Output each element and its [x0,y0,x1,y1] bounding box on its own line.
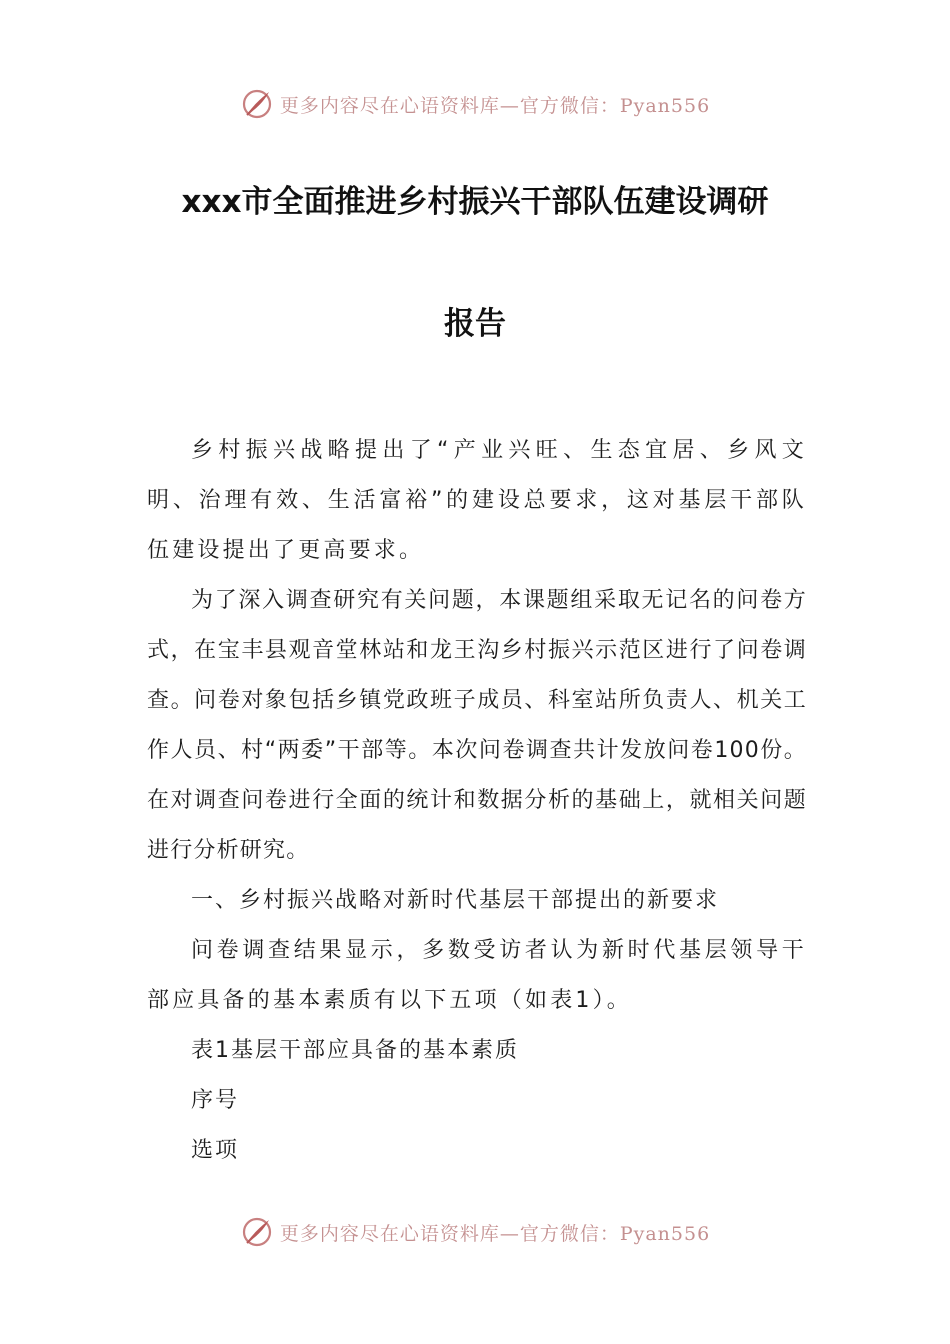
watermark-text: 更多内容尽在心语资料库—官方微信：Pyan556 [279,1222,711,1245]
paragraph-intro: 乡村振兴战略提出了“产业兴旺、生态宜居、乡风文明、治理有效、生活富裕”的建设总要求，这对基层干部队伍建设提出了更高要求。 [147,438,807,563]
quill-logo-icon [240,87,274,121]
table-header-option: 选项 [191,1138,240,1163]
section-heading-1: 一、乡村振兴战略对新时代基层干部提出的新要求 [191,888,720,913]
document-body [147,426,807,1176]
document-title-line2: 报告 [444,306,506,342]
paragraph-survey: 为了深入调查研究有关问题，本课题组采取无记名的问卷方式，在宝丰县观音堂林站和龙王沟乡村振兴示范区进行了问卷调查。问卷对象包括乡镇党政班子成员、科室站所负责人、机关工作人员、村“两委”干部等。本次问卷调查共计发放问卷100份。在对调查问卷进行全面的统计和数据分析的基础上，就相关问题进行分析研究。 [147,588,807,863]
watermark-header [0,84,950,124]
table-header-index: 序号 [191,1088,240,1113]
document-title-line1: xxx市全面推进乡村振兴干部队伍建设调研 [181,184,769,220]
table-caption: 表1基层干部应具备的基本素质 [191,1038,519,1063]
paragraph-survey-result: 问卷调查结果显示，多数受访者认为新时代基层领导干部应具备的基本素质有以下五项（如表1）。 [147,938,807,1013]
watermark-footer [0,1212,950,1252]
quill-logo-icon [240,1215,274,1249]
watermark-text: 更多内容尽在心语资料库—官方微信：Pyan556 [279,94,711,117]
